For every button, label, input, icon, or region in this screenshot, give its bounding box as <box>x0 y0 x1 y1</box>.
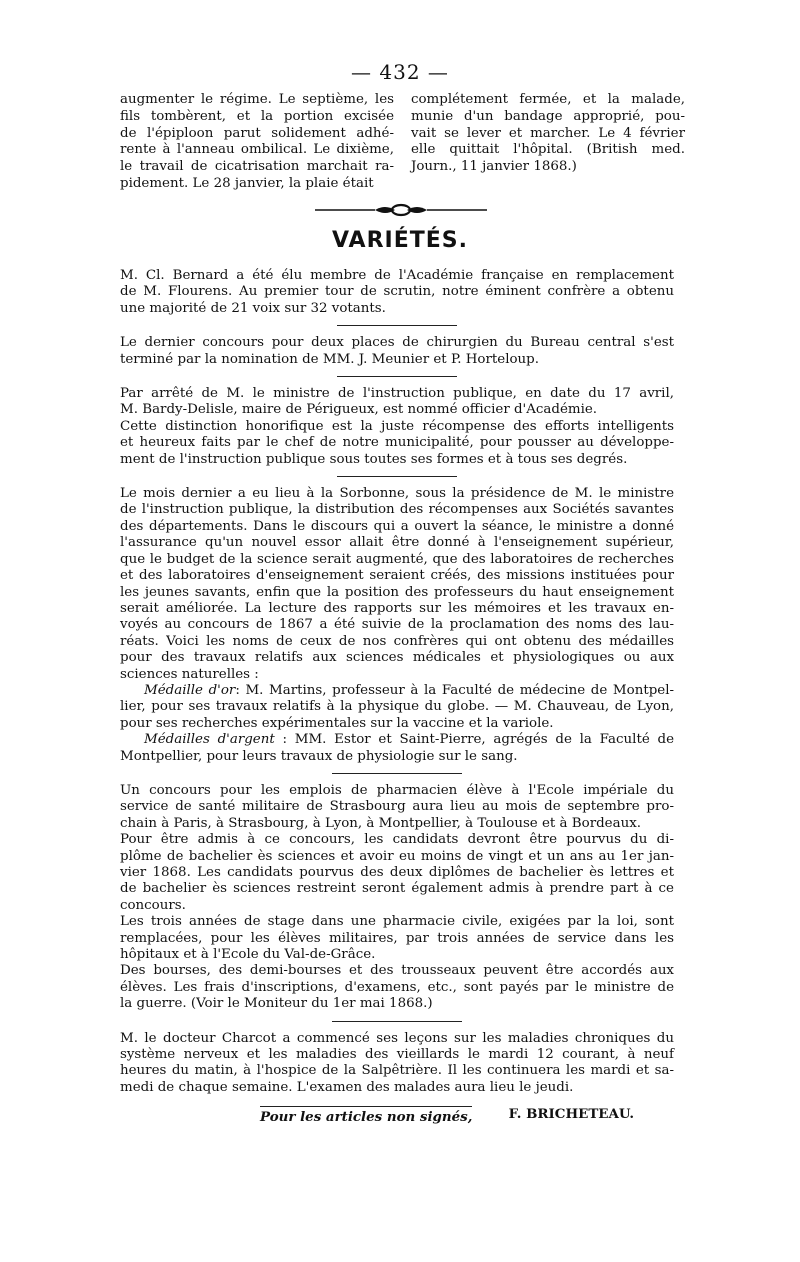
text-line: la guerre. (Voir le Moniteur du 1er mai 1868.) <box>120 996 433 1012</box>
separator-rule <box>337 476 457 477</box>
text-line: sciences naturelles : <box>120 666 259 682</box>
text-line: de bachelier ès sciences restreint seront également admis à prendre part à ce <box>120 881 674 897</box>
text-line: medi de chaque semaine. L'examen des malades aura lieu le jeudi. <box>120 1079 574 1095</box>
text-line: Cette distinction honorifique est la juste récompense des efforts intelligents <box>120 418 674 434</box>
paragraph-concours-chirurgien <box>120 335 674 368</box>
text-line: Le mois dernier a eu lieu à la Sorbonne, sous la présidence de M. le ministre <box>120 486 674 502</box>
text-line: réats. Voici les noms de ceux de nos confrères qui ont obtenu des médailles <box>120 633 674 649</box>
text-line: remplacées, pour les élèves militaires, par trois années de service dans les <box>120 930 674 946</box>
text-line: de l'instruction publique, la distribution des récompenses aux Sociétés savantes <box>120 502 674 518</box>
text-line: système nerveux et les maladies des vieillards le mardi 12 courant, à neuf <box>120 1047 674 1063</box>
section-title: VARIÉTÉS. <box>332 228 468 253</box>
page-number: — 432 — <box>351 60 449 84</box>
text-line: heures du matin, à l'hospice de la Salpêtrière. Il les continuera les mardi et sa- <box>120 1063 674 1079</box>
medal-text: : MM. Estor et Saint-Pierre, agrégés de la Faculté de <box>274 732 674 748</box>
text-line: des départements. Dans le discours qui a ouvert la séance, le ministre a donné <box>120 518 674 534</box>
separator-rule <box>332 773 462 774</box>
text-line: complétement fermée, et la malade, <box>411 92 685 107</box>
text-line: service de santé militaire de Strasbourg aura lieu au mois de septembre pro- <box>120 799 674 815</box>
separator-rule <box>337 325 457 326</box>
paragraph-bardy-delisle <box>120 386 674 468</box>
right-column <box>411 92 685 193</box>
text-line: que le budget de la science serait augmenté, que des laboratoires de recherches <box>120 551 674 567</box>
text-line: pour des travaux relatifs aux sciences médicales et physiologiques ou aux <box>120 650 674 666</box>
two-column-block <box>120 92 685 193</box>
text-line: plôme de bachelier ès sciences et avoir eu moins de vingt et un ans au 1er jan- <box>120 848 674 864</box>
text-line: munie d'un bandage approprié, pou- <box>411 108 685 124</box>
text-line: ment de l'instruction publique sous toutes ses formes et à tous ses degrés. <box>120 451 628 467</box>
text-line: voyés au concours de 1867 a été suivie de la proclamation des noms des lau- <box>120 617 674 633</box>
text-line: concours. <box>120 897 186 913</box>
text-line: une majorité de 21 voix sur 32 votants. <box>120 300 386 316</box>
text-line: augmenter le régime. Le septième, les <box>120 92 394 107</box>
text-line: Un concours pour les emplois de pharmacien élève à l'Ecole impériale du <box>120 782 674 798</box>
article-body <box>120 268 674 1126</box>
text-line: Pour être admis à ce concours, les candidats devront être pourvus du di- <box>120 832 674 848</box>
text-line: de l'épiploon parut solidement adhé- <box>120 125 394 141</box>
paragraph-sorbonne <box>120 486 674 683</box>
text-line: l'assurance qu'un nouvel essor allait être donné à l'enseignement supérieur, <box>120 535 674 551</box>
text-line: et des laboratoires d'enseignement seraient créés, des missions instituées pour <box>120 568 674 584</box>
text-line: pidement. Le 28 janvier, la plaie était <box>120 175 374 191</box>
medal-label: Médailles d'argent <box>144 732 275 748</box>
text-line: vier 1868. Les candidats pourvus des deux diplômes de bachelier ès lettres et <box>120 865 674 880</box>
paragraph-charcot <box>120 1031 674 1097</box>
text-line: M. le docteur Charcot a commencé ses leçons sur les maladies chroniques du <box>120 1030 674 1046</box>
left-column <box>120 92 394 193</box>
text-line: de M. Flourens. Au premier tour de scrutin, notre éminent confrère a obtenu <box>120 284 674 300</box>
text-line: Le dernier concours pour deux places de chirurgien du Bureau central s'est <box>120 335 674 351</box>
text-line: chain à Paris, à Strasbourg, à Lyon, à Montpellier, à Toulouse et à Bordeaux. <box>120 815 642 831</box>
paragraph-medaille-or <box>120 683 674 732</box>
signature-attribution: Pour les articles non signés, <box>260 1106 472 1125</box>
separator-rule <box>337 376 457 377</box>
paragraph-medailles-argent <box>120 732 674 765</box>
text-line: hôpitaux et à l'Ecole du Val-de-Grâce. <box>120 947 376 963</box>
text-line: fils tombèrent, et la portion excisée <box>120 108 394 124</box>
text-line: rente à l'anneau ombilical. Le dixième, <box>120 142 394 158</box>
paragraph-bernard <box>120 268 674 317</box>
text-line: et heureux faits par le chef de notre municipalité, pour pousser au développe- <box>120 435 674 451</box>
text-line: elle quittait l'hôpital. (British med. <box>411 142 685 158</box>
text-line: Les trois années de stage dans une pharmacie civile, exigées par la loi, sont <box>120 914 674 930</box>
paragraph-pharmacien <box>120 783 674 1013</box>
text-line: Par arrêté de M. le ministre de l'instruction publique, en date du 17 avril, <box>120 386 674 402</box>
signature-line <box>120 1106 674 1125</box>
text-line: terminé par la nomination de MM. J. Meunier et P. Horteloup. <box>120 351 539 367</box>
text-line: les jeunes savants, enfin que la position des professeurs du haut enseignement <box>120 584 674 600</box>
text-line: le travail de cicatrisation marchait ra- <box>120 159 394 175</box>
medal-text: : M. Martins, professeur à la Faculté de médecine de Montpel- <box>235 682 675 698</box>
text-line: Des bourses, des demi-bourses et des trousseaux peuvent être accordés aux <box>120 963 674 979</box>
text-line: lier, pour ses travaux relatifs à la physique du globe. — M. Chauveau, de Lyon, <box>120 699 674 715</box>
text-line <box>120 732 674 748</box>
text-line: M. Cl. Bernard a été élu membre de l'Académie française en remplacement <box>120 268 674 283</box>
signature-author: F. BRICHETEAU. <box>508 1106 634 1123</box>
text-line: pour ses recherches expérimentales sur la vaccine et la variole. <box>120 715 554 731</box>
medal-label: Médaille d'or <box>144 682 236 698</box>
text-line: serait améliorée. La lecture des rapports sur les mémoires et les travaux en- <box>120 600 674 616</box>
text-line: vait se lever et marcher. Le 4 février <box>411 125 685 141</box>
text-line: Journ., 11 janvier 1868.) <box>411 159 577 175</box>
ornament-divider <box>315 202 487 218</box>
separator-rule <box>332 1021 462 1022</box>
text-line <box>120 683 674 699</box>
text-line: M. Bardy-Delisle, maire de Périgueux, est nommé officier d'Académie. <box>120 402 598 418</box>
text-line: élèves. Les frais d'inscriptions, d'examens, etc., sont payés par le ministre de <box>120 979 674 995</box>
text-line: Montpellier, pour leurs travaux de physiologie sur le sang. <box>120 748 518 764</box>
